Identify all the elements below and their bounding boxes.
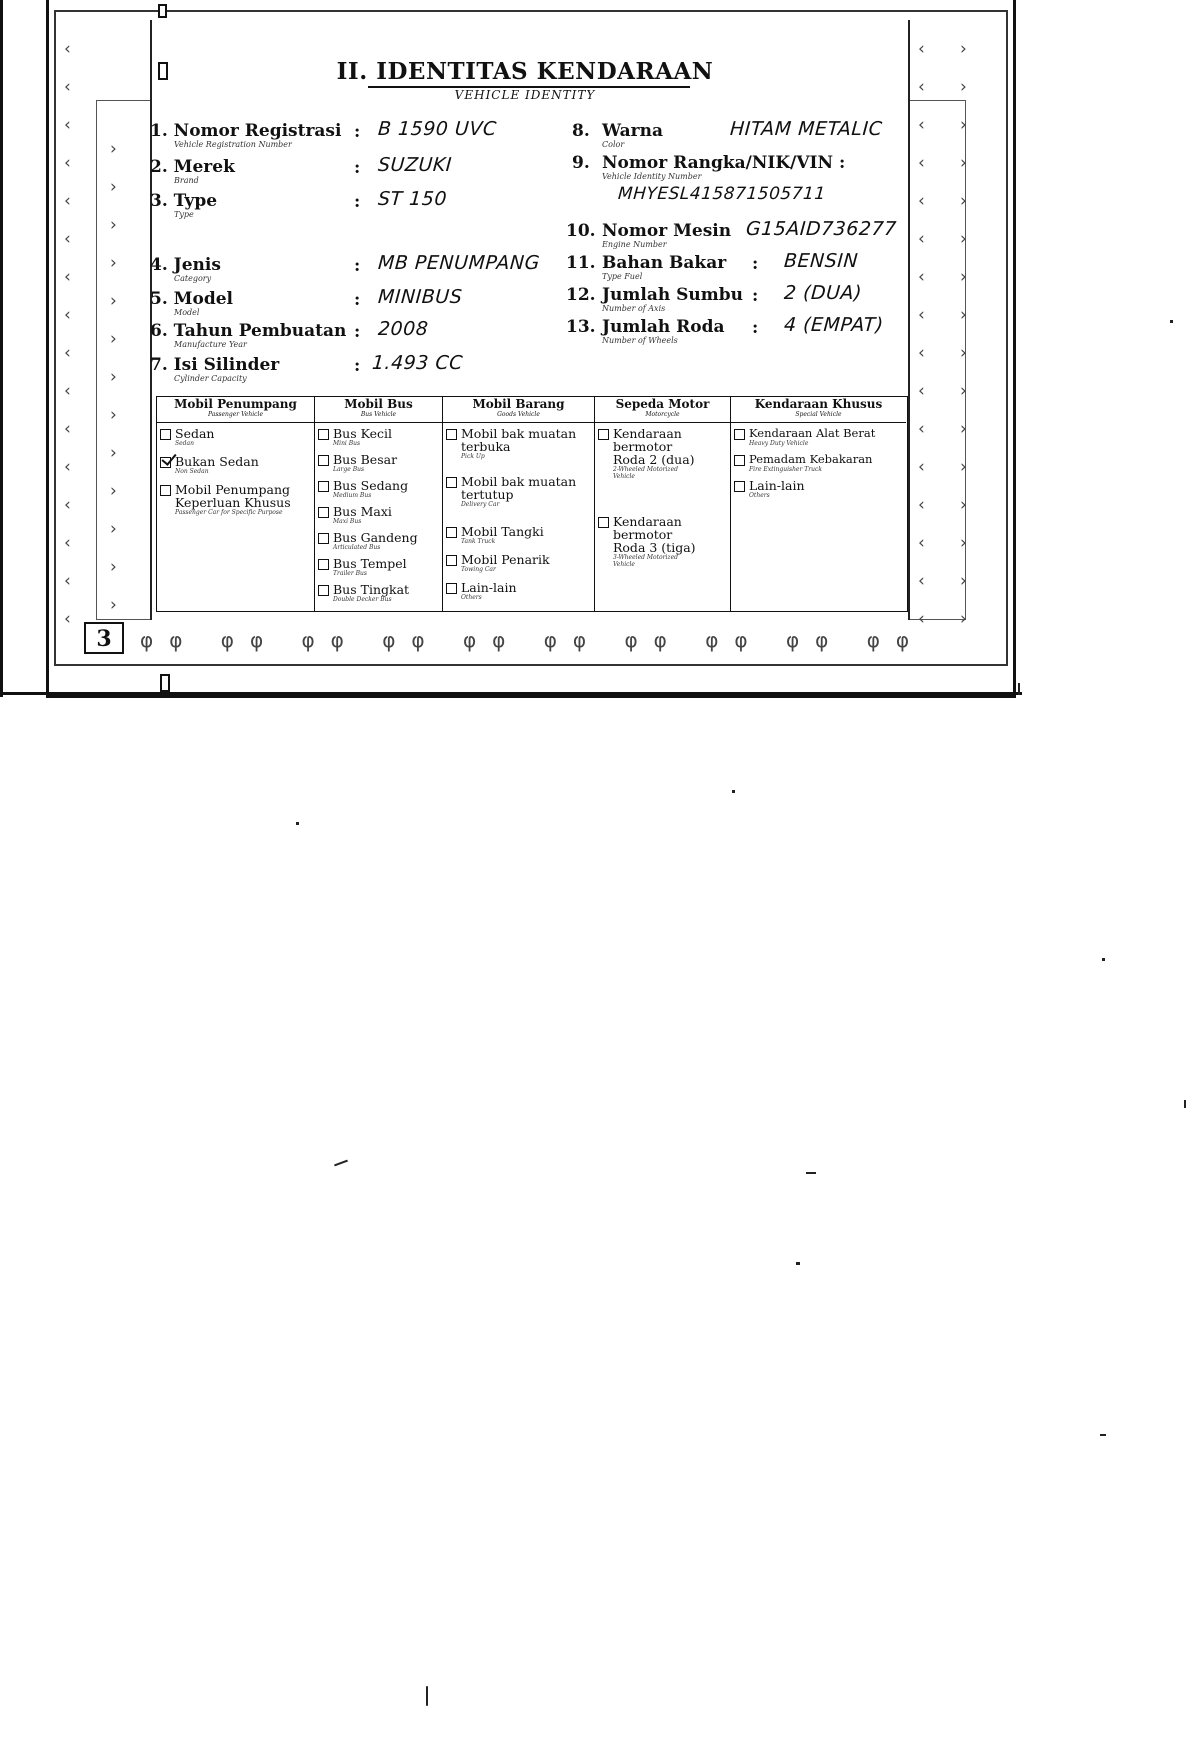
checkbox[interactable] bbox=[318, 455, 329, 466]
option-label: Bus Tingkat bbox=[333, 582, 410, 597]
checkbox[interactable] bbox=[446, 555, 457, 566]
field-nomor-mesin bbox=[566, 222, 731, 249]
option-sublabel: Medium Bus bbox=[333, 492, 372, 499]
scan-speck bbox=[334, 1160, 348, 1167]
field-sublabel: Cylinder Capacity bbox=[174, 374, 247, 383]
section-subtitle: VEHICLE IDENTITY bbox=[454, 88, 596, 102]
option-alat-berat[interactable] bbox=[734, 427, 875, 447]
option-sublabel: Others bbox=[749, 492, 770, 499]
field-number: 6. bbox=[150, 321, 168, 341]
top-registration-mark bbox=[158, 4, 167, 18]
field-number: 1. bbox=[150, 121, 168, 141]
option-label: Kendaraan bermotor Roda 3 (tiga) bbox=[613, 514, 696, 555]
field-model bbox=[150, 290, 233, 317]
checkbox[interactable] bbox=[318, 481, 329, 492]
category-subtitle: Bus Vehicle bbox=[360, 411, 397, 418]
option-pemadam-kebakaran[interactable] bbox=[734, 453, 872, 473]
value-type: ST 150 bbox=[377, 188, 448, 210]
option-mobil-tangki[interactable] bbox=[446, 525, 544, 545]
field-sublabel: Vehicle Identity Number bbox=[602, 172, 702, 181]
scan-speck bbox=[1100, 1434, 1106, 1436]
category-mobil-bus bbox=[315, 397, 443, 611]
value-nomor-mesin: G15AID736277 bbox=[745, 218, 898, 240]
option-sublabel: Passenger Car for Specific Purpose bbox=[175, 509, 283, 516]
option-label: Bus Besar bbox=[333, 452, 398, 467]
value-tahun-pembuatan: 2008 bbox=[377, 318, 430, 340]
left-inner-ornament-column: › › › › › › › › › › › › › bbox=[110, 139, 117, 615]
field-label: Nomor Rangka/NIK/VIN : bbox=[602, 153, 846, 173]
right-outer-ornament-column: › › › › › › › › › › › › › › › › bbox=[960, 39, 967, 629]
field-sublabel: Vehicle Registration Number bbox=[174, 140, 292, 149]
field-sublabel: Type Fuel bbox=[602, 272, 643, 281]
category-header bbox=[731, 397, 906, 423]
category-sepeda-motor bbox=[595, 397, 731, 611]
scan-speck bbox=[732, 790, 735, 793]
option-sublabel: Trailer Bus bbox=[333, 570, 367, 577]
category-subtitle: Passenger Vehicle bbox=[207, 411, 264, 418]
scan-speck bbox=[796, 1262, 800, 1265]
option-label: Lain-lain bbox=[749, 478, 805, 493]
option-sublabel: Large Bus bbox=[333, 466, 365, 473]
option-label: Kendaraan bermotor Roda 2 (dua) bbox=[613, 426, 695, 467]
field-label: Bahan Bakar bbox=[602, 253, 727, 273]
scan-speck bbox=[1018, 683, 1020, 695]
option-label: Pemadam Kebakaran bbox=[749, 452, 873, 466]
colon: : bbox=[354, 158, 361, 178]
checkbox[interactable] bbox=[598, 429, 609, 440]
value-model: MINIBUS bbox=[377, 286, 464, 308]
scan-speck bbox=[1184, 1100, 1186, 1108]
colon: : bbox=[752, 286, 759, 306]
category-header bbox=[443, 397, 594, 423]
option-bukan-sedan[interactable] bbox=[160, 455, 259, 475]
field-number: 4. bbox=[150, 255, 168, 275]
colon: : bbox=[752, 254, 759, 274]
value-isi-silinder: 1.493 CC bbox=[371, 352, 464, 374]
option-khusus-lain-lain[interactable] bbox=[734, 479, 805, 499]
value-jenis: MB PENUMPANG bbox=[377, 252, 541, 274]
scan-speck bbox=[806, 1172, 816, 1174]
page-number-box: 3 bbox=[84, 622, 124, 654]
checkbox[interactable] bbox=[160, 429, 171, 440]
option-bus-gandeng[interactable] bbox=[318, 531, 418, 551]
colon: : bbox=[354, 356, 361, 376]
colon: : bbox=[354, 322, 361, 342]
category-subtitle: Special Vehicle bbox=[795, 411, 842, 418]
field-sublabel: Number of Wheels bbox=[602, 336, 678, 345]
right-ornament-column: ‹ ‹ ‹ ‹ ‹ ‹ ‹ ‹ ‹ ‹ ‹ ‹ ‹ ‹ ‹ ‹ bbox=[918, 39, 925, 629]
option-sublabel: 2-Wheeled Motorized Vehicle bbox=[613, 466, 678, 480]
bottom-registration-mark bbox=[160, 674, 170, 692]
checkbox[interactable] bbox=[446, 583, 457, 594]
colon: : bbox=[354, 122, 361, 142]
field-tahun-pembuatan bbox=[150, 322, 346, 349]
option-label: Mobil Penarik bbox=[461, 552, 550, 567]
value-nomor-rangka: MHYESL415871505711 bbox=[617, 184, 827, 204]
checkbox[interactable] bbox=[734, 455, 745, 466]
value-warna: HITAM METALIC bbox=[729, 118, 884, 140]
bottom-ornament-row: φφ φφ φφ φφ φφ φφ φφ φφ φφ φφ bbox=[140, 628, 926, 652]
field-label: Tahun Pembuatan bbox=[173, 321, 347, 341]
colon: : bbox=[354, 290, 361, 310]
field-bahan-bakar bbox=[566, 254, 726, 281]
option-label: Bus Maxi bbox=[333, 504, 392, 519]
option-sublabel: Pick Up bbox=[461, 453, 485, 460]
checkbox[interactable] bbox=[734, 429, 745, 440]
option-bus-maxi[interactable] bbox=[318, 505, 392, 525]
field-jenis bbox=[150, 256, 221, 283]
field-label: Nomor Registrasi bbox=[173, 121, 342, 141]
field-nomor-registrasi bbox=[150, 122, 341, 149]
category-header bbox=[315, 397, 442, 423]
field-nomor-rangka bbox=[572, 154, 845, 181]
category-title: Mobil Barang bbox=[472, 397, 565, 411]
category-title: Sepeda Motor bbox=[615, 397, 710, 411]
option-label: Mobil Penumpang Keperluan Khusus bbox=[175, 482, 291, 510]
category-kendaraan-khusus bbox=[731, 397, 906, 611]
category-title: Kendaraan Khusus bbox=[754, 397, 883, 411]
field-jumlah-sumbu bbox=[566, 286, 743, 313]
option-label: Bus Tempel bbox=[333, 556, 407, 571]
category-mobil-penumpang bbox=[157, 397, 315, 611]
option-roda-3[interactable] bbox=[598, 515, 698, 568]
category-header bbox=[157, 397, 314, 423]
value-bahan-bakar: BENSIN bbox=[783, 250, 859, 272]
field-label: Warna bbox=[602, 121, 663, 141]
field-number: 13. bbox=[566, 317, 596, 337]
field-number: 12. bbox=[566, 285, 596, 305]
field-label: Merek bbox=[173, 157, 235, 177]
field-number: 10. bbox=[566, 221, 596, 241]
field-number: 11. bbox=[566, 253, 596, 273]
card-bottom-edge bbox=[0, 692, 1022, 703]
option-sublabel: Non Sedan bbox=[175, 468, 209, 475]
checkbox[interactable] bbox=[318, 429, 329, 440]
checkbox[interactable] bbox=[446, 429, 457, 440]
scan-speck bbox=[426, 1686, 428, 1706]
colon: : bbox=[354, 256, 361, 276]
scan-speck bbox=[296, 822, 299, 825]
category-subtitle: Goods Vehicle bbox=[497, 411, 540, 418]
category-title: Mobil Penumpang bbox=[174, 397, 297, 411]
field-label: Type bbox=[173, 191, 218, 211]
field-type bbox=[150, 192, 217, 219]
option-sublabel: Towing Car bbox=[461, 566, 496, 573]
checkbox-checked[interactable] bbox=[160, 457, 171, 468]
option-roda-2[interactable] bbox=[598, 427, 698, 480]
option-label: Mobil bak muatan terbuka bbox=[461, 426, 577, 454]
value-jumlah-sumbu: 2 (DUA) bbox=[783, 282, 863, 304]
option-barang-lain-lain[interactable] bbox=[446, 581, 517, 601]
option-bus-kecil[interactable] bbox=[318, 427, 392, 447]
option-sublabel: Others bbox=[461, 594, 482, 601]
category-mobil-barang bbox=[443, 397, 595, 611]
category-subtitle: Motorcycle bbox=[645, 411, 680, 418]
field-number: 2. bbox=[150, 157, 168, 177]
scan-speck bbox=[1170, 320, 1173, 323]
checkbox[interactable] bbox=[446, 527, 457, 538]
option-bus-tingkat[interactable] bbox=[318, 583, 409, 603]
value-nomor-registrasi: B 1590 UVC bbox=[377, 118, 498, 140]
colon: : bbox=[752, 318, 759, 338]
checkbox[interactable] bbox=[598, 517, 609, 528]
category-header bbox=[595, 397, 730, 423]
option-label: Bus Gandeng bbox=[333, 530, 418, 545]
checkbox[interactable] bbox=[318, 559, 329, 570]
checkbox[interactable] bbox=[446, 477, 457, 488]
field-label: Jumlah Sumbu bbox=[602, 285, 744, 305]
field-isi-silinder bbox=[150, 356, 279, 383]
option-sublabel: Delivery Car bbox=[461, 501, 500, 508]
option-mobil-penumpang-khusus[interactable] bbox=[160, 483, 310, 516]
option-label: Bus Sedang bbox=[333, 478, 409, 493]
option-label: Sedan bbox=[175, 426, 215, 441]
left-ornament-column: ‹ ‹ ‹ ‹ ‹ ‹ ‹ ‹ ‹ ‹ ‹ ‹ ‹ ‹ ‹ ‹ bbox=[64, 39, 71, 629]
option-label: Lain-lain bbox=[461, 580, 517, 595]
checkbox[interactable] bbox=[318, 585, 329, 596]
option-label: Bus Kecil bbox=[333, 426, 393, 441]
field-sublabel: Brand bbox=[174, 176, 199, 185]
checkbox[interactable] bbox=[318, 507, 329, 518]
value-merek: SUZUKI bbox=[377, 154, 453, 176]
colon: : bbox=[354, 192, 361, 212]
field-label: Jenis bbox=[173, 255, 221, 275]
option-sublabel: Maxi Bus bbox=[333, 518, 362, 525]
field-sublabel: Model bbox=[174, 308, 200, 317]
field-number: 5. bbox=[150, 289, 168, 309]
checkbox[interactable] bbox=[318, 533, 329, 544]
option-mobil-penarik[interactable] bbox=[446, 553, 550, 573]
field-sublabel: Engine Number bbox=[602, 240, 667, 249]
value-jumlah-roda: 4 (EMPAT) bbox=[783, 314, 885, 336]
field-number: 3. bbox=[150, 191, 168, 211]
field-merek bbox=[150, 158, 235, 185]
category-title: Mobil Bus bbox=[344, 397, 413, 411]
option-sublabel: Heavy Duty Vehicle bbox=[749, 440, 809, 447]
field-number: 9. bbox=[572, 153, 590, 173]
field-label: Nomor Mesin bbox=[602, 221, 732, 241]
field-sublabel: Type bbox=[174, 210, 194, 219]
option-sublabel: Fire Extinguisher Truck bbox=[749, 466, 822, 473]
option-sedan[interactable] bbox=[160, 427, 214, 447]
vehicle-category-table bbox=[156, 396, 908, 612]
option-bus-besar[interactable] bbox=[318, 453, 397, 473]
option-label: Mobil Tangki bbox=[461, 524, 544, 539]
option-label: Bukan Sedan bbox=[175, 454, 259, 469]
field-label: Isi Silinder bbox=[173, 355, 280, 375]
checkbox[interactable] bbox=[160, 485, 171, 496]
field-label: Model bbox=[173, 289, 233, 309]
field-number: 7. bbox=[150, 355, 168, 375]
field-sublabel: Color bbox=[602, 140, 625, 149]
field-sublabel: Category bbox=[174, 274, 212, 283]
left-registration-mark bbox=[158, 62, 168, 80]
option-bus-sedang[interactable] bbox=[318, 479, 408, 499]
option-label: Mobil bak muatan tertutup bbox=[461, 474, 577, 502]
option-sublabel: Articulated Bus bbox=[333, 544, 381, 551]
scan-left-edge bbox=[0, 0, 3, 697]
field-sublabel: Manufacture Year bbox=[174, 340, 247, 349]
option-sublabel: 3-Wheeled Motorized Vehicle bbox=[613, 554, 678, 568]
option-sublabel: Mini Bus bbox=[333, 440, 361, 447]
field-sublabel: Number of Axis bbox=[602, 304, 666, 313]
field-jumlah-roda bbox=[566, 318, 725, 345]
option-sublabel: Double Decker Bus bbox=[333, 596, 392, 603]
scan-speck bbox=[1102, 958, 1105, 961]
option-label: Kendaraan Alat Berat bbox=[749, 426, 876, 440]
checkbox[interactable] bbox=[734, 481, 745, 492]
field-number: 8. bbox=[572, 121, 590, 141]
field-warna bbox=[572, 122, 663, 149]
option-sublabel: Sedan bbox=[175, 440, 194, 447]
option-bak-tertutup[interactable] bbox=[446, 475, 590, 508]
field-label: Jumlah Roda bbox=[602, 317, 725, 337]
option-sublabel: Tank Truck bbox=[461, 538, 496, 545]
option-bak-terbuka[interactable] bbox=[446, 427, 590, 460]
option-bus-tempel[interactable] bbox=[318, 557, 407, 577]
section-title: II. IDENTITAS KENDARAAN bbox=[336, 58, 714, 85]
